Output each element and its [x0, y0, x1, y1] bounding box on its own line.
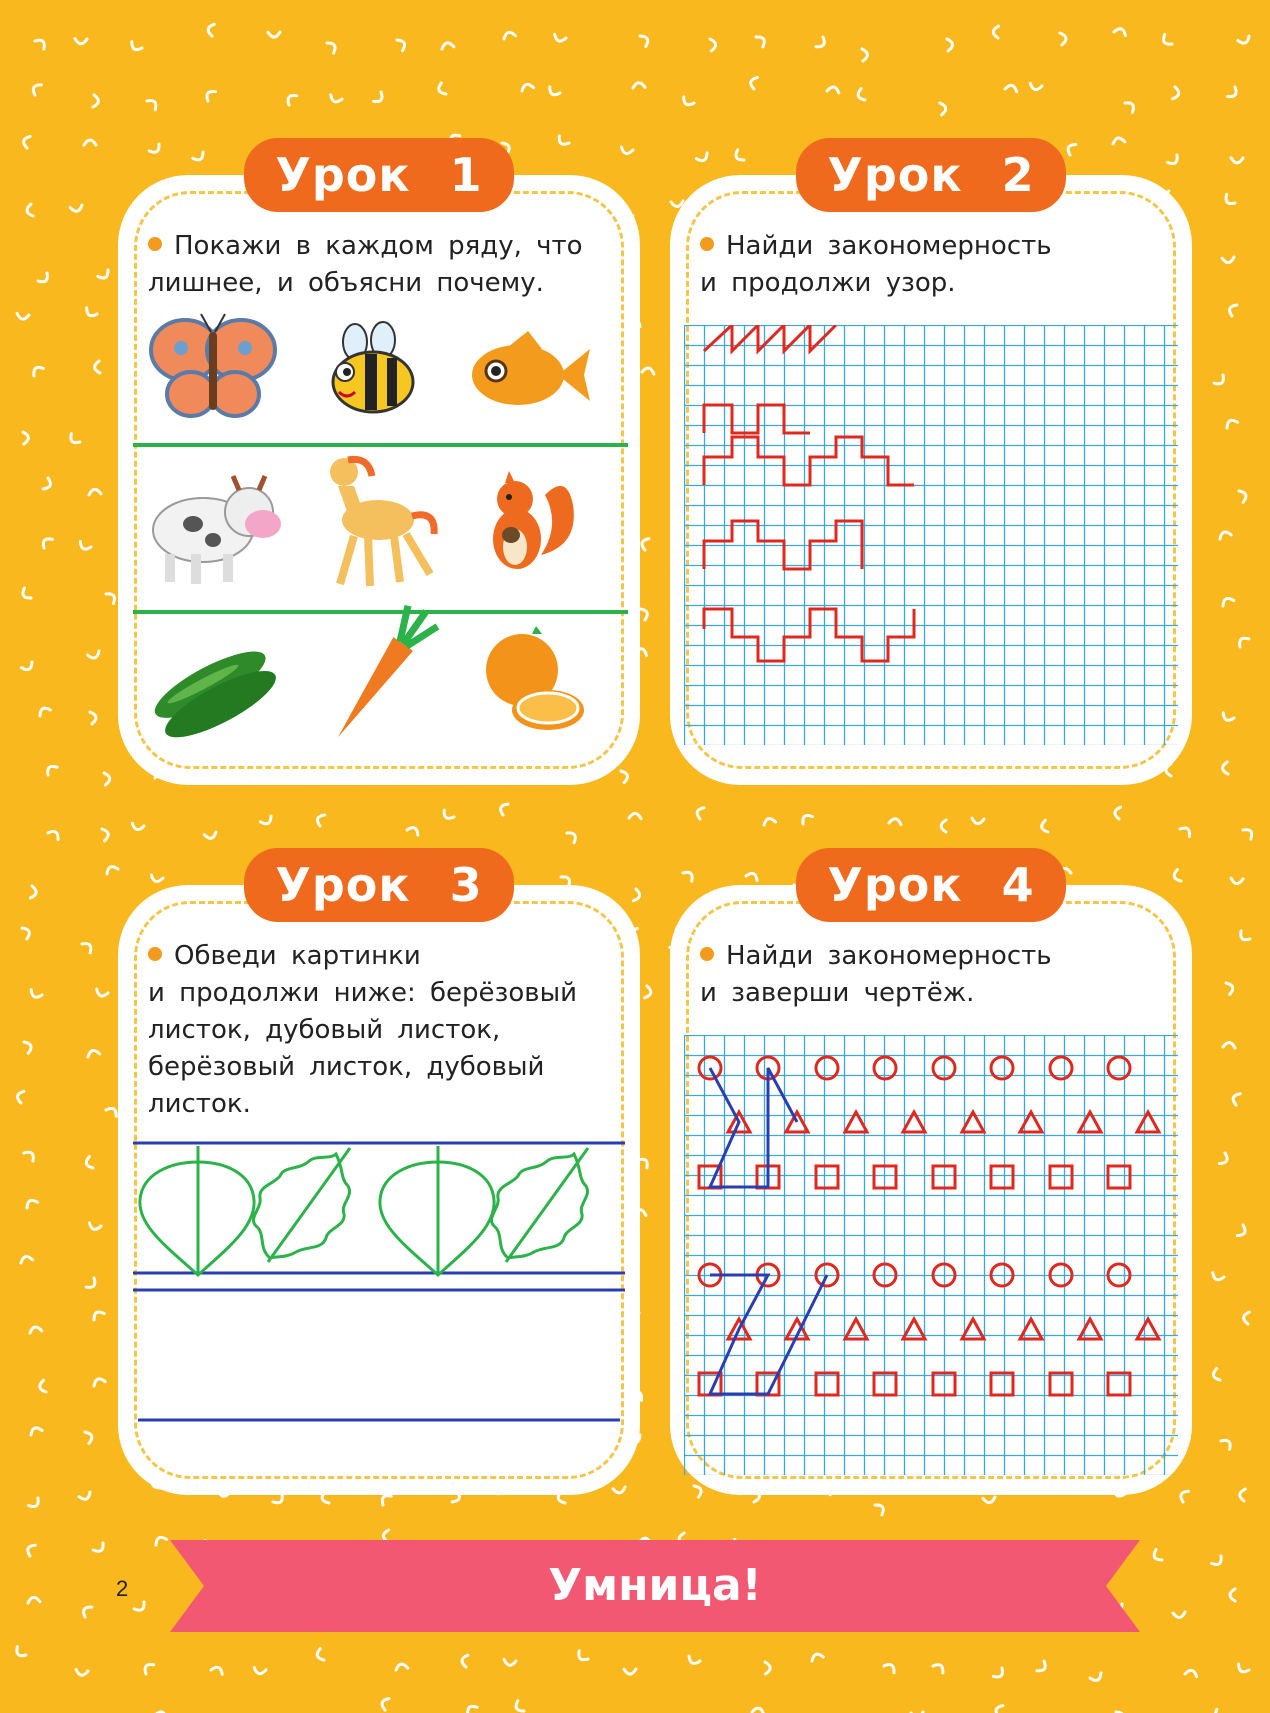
- squiggle: [993, 1668, 1005, 1680]
- squiggle: [763, 817, 776, 825]
- squiggle: [940, 102, 946, 115]
- squiggle: [106, 591, 117, 604]
- squiggle: [556, 136, 569, 147]
- squiggle: [1037, 1661, 1048, 1674]
- squiggle: [645, 986, 652, 999]
- squiggle: [889, 818, 902, 824]
- squiggle: [1212, 1368, 1220, 1381]
- squiggle: [1040, 820, 1048, 833]
- lesson-4-drawing-grid: [684, 1035, 1178, 1475]
- squiggle: [733, 150, 744, 163]
- task-line: берёзовый листок, дубовый: [148, 1052, 545, 1082]
- squiggle: [1090, 1673, 1103, 1683]
- squiggle: [710, 38, 716, 50]
- squiggle: [31, 365, 43, 376]
- oak-leaf-icon: [492, 1148, 588, 1262]
- squiggle: [84, 308, 97, 318]
- squiggle: [1238, 931, 1250, 943]
- square-shape: [991, 1166, 1013, 1188]
- squiggle: [285, 93, 297, 105]
- squiggle: [14, 1647, 26, 1659]
- squiggle: [106, 1106, 119, 1117]
- squiggle: [437, 83, 446, 96]
- birch-leaf-icon: [380, 1146, 494, 1275]
- squiggle: [104, 772, 110, 785]
- squiggle: [1221, 713, 1234, 723]
- butterfly-icon: [151, 314, 275, 416]
- squiggle: [1230, 1589, 1235, 1601]
- squiggle: [204, 89, 215, 101]
- task-line: и заверши чертёж.: [700, 978, 975, 1008]
- squiggle: [131, 823, 144, 831]
- squiggle: [45, 763, 57, 775]
- squiggle: [1005, 84, 1018, 92]
- squiggle: [39, 1380, 46, 1393]
- squiggle: [1219, 1153, 1229, 1166]
- squiggle: [947, 39, 953, 51]
- squiggle: [983, 1497, 996, 1503]
- squiggle: [465, 1703, 477, 1713]
- squiggle: [1223, 194, 1235, 206]
- squiggle: [696, 153, 709, 163]
- squiggle: [695, 806, 704, 819]
- squiggle: [87, 1049, 100, 1057]
- squiggle: [441, 810, 454, 821]
- squiggle: [994, 1704, 1003, 1713]
- squiggle: [29, 1498, 41, 1509]
- square-shape: [816, 1373, 838, 1395]
- bullet-icon: [148, 237, 162, 251]
- squiggle: [193, 152, 206, 162]
- task-line: Обведи картинки: [174, 941, 421, 971]
- bee-icon: [333, 322, 413, 412]
- squiggle: [31, 82, 42, 95]
- squiggle: [503, 31, 516, 39]
- squiggle: [683, 869, 695, 881]
- squiggle: [70, 205, 83, 212]
- squiggle: [211, 1665, 224, 1674]
- squiggle: [640, 537, 649, 550]
- squiggle: [1114, 806, 1121, 819]
- squiggle: [91, 1309, 104, 1320]
- squiggle: [86, 1278, 98, 1290]
- squiggle: [547, 87, 560, 97]
- squiggle: [1152, 1550, 1162, 1563]
- squiggle: [395, 1663, 408, 1670]
- squiggle: [1173, 870, 1181, 883]
- lesson-4-task: [700, 938, 1160, 1012]
- pattern-line: [704, 437, 914, 485]
- squiggle: [26, 1543, 36, 1556]
- squiggle: [16, 1090, 24, 1103]
- squiggle: [1173, 1612, 1185, 1618]
- squiggle: [1218, 530, 1231, 539]
- square-shape: [1108, 1373, 1130, 1395]
- squirrel-icon: [493, 471, 574, 569]
- squiggle: [95, 989, 108, 998]
- squiggle: [1237, 1225, 1247, 1238]
- pattern-line: [704, 609, 914, 661]
- squiggle: [1243, 827, 1255, 839]
- square-shape: [816, 1166, 838, 1188]
- squiggle: [142, 1662, 154, 1674]
- squiggle: [642, 367, 655, 374]
- squiggle: [1185, 1669, 1198, 1677]
- squiggle: [78, 542, 91, 552]
- squiggle: [134, 1602, 147, 1613]
- square-shape: [1108, 1166, 1130, 1188]
- task-line: листок, дубовый листок,: [148, 1015, 501, 1045]
- bullet-icon: [148, 947, 162, 961]
- squiggle: [765, 1662, 770, 1674]
- squiggle: [38, 706, 51, 716]
- squiggle: [261, 816, 274, 826]
- lesson-3-task: [148, 938, 618, 1123]
- squiggle: [629, 813, 641, 819]
- birch-leaf-icon: [140, 1146, 254, 1275]
- squiggle: [752, 1707, 765, 1713]
- square-shape: [1050, 1166, 1072, 1188]
- horse-icon: [330, 458, 434, 586]
- squiggle: [90, 711, 97, 724]
- squiggle: [1221, 596, 1234, 606]
- squiggle: [1239, 489, 1248, 502]
- squiggle: [88, 489, 100, 495]
- squiggle: [29, 1426, 42, 1435]
- squiggle: [84, 140, 96, 145]
- task-line: лишнее, и объясни почему.: [148, 268, 544, 298]
- praise-text: Умница!: [548, 1560, 762, 1611]
- square-shape: [1050, 1373, 1072, 1395]
- squiggle: [329, 95, 342, 104]
- lesson-2-title: Урок 2: [796, 138, 1066, 212]
- squiggle: [105, 865, 118, 874]
- squiggle: [856, 89, 865, 102]
- squiggle: [1173, 87, 1180, 100]
- squiggle: [681, 97, 694, 107]
- squiggle: [29, 1326, 42, 1333]
- squiggle: [1213, 1709, 1224, 1713]
- squiggle: [93, 1543, 106, 1554]
- carrot-icon: [323, 601, 441, 748]
- squiggle: [1222, 257, 1234, 263]
- squiggle: [694, 1484, 703, 1497]
- squiggle: [22, 135, 30, 148]
- squiggle: [43, 478, 52, 491]
- squiggle: [129, 42, 142, 53]
- task-line: и продолжи узор.: [700, 268, 956, 298]
- lesson-1-task: [148, 228, 608, 302]
- squiggle: [82, 941, 94, 953]
- squiggle: [1225, 418, 1238, 428]
- squiggle: [1223, 1042, 1235, 1048]
- squiggle: [88, 1223, 101, 1231]
- task-line: Найди закономерность: [726, 941, 1052, 971]
- squiggle: [268, 32, 280, 37]
- squiggle: [633, 889, 641, 902]
- squiggle: [1060, 32, 1067, 45]
- bullet-icon: [700, 947, 714, 961]
- squiggle: [498, 802, 508, 815]
- squiggle: [749, 76, 757, 89]
- squiggle: [26, 204, 33, 217]
- squiggle: [88, 651, 101, 660]
- squiggle: [503, 1660, 516, 1666]
- squiggle: [1125, 100, 1136, 113]
- lesson-4-title: Урок 4: [796, 848, 1066, 922]
- squiggle: [756, 34, 767, 47]
- squiggle: [875, 1502, 886, 1515]
- squiggle: [147, 98, 159, 110]
- fish-icon: [472, 331, 590, 405]
- squiggle: [1066, 142, 1076, 155]
- squiggle: [154, 1535, 167, 1545]
- lesson-3-leaf-tracing[interactable]: [118, 1130, 640, 1430]
- squiggle: [29, 990, 42, 1000]
- squiggle: [1211, 1273, 1224, 1282]
- task-line: Найди закономерность: [726, 231, 1052, 261]
- cow-icon: [153, 476, 281, 584]
- squiggle: [38, 273, 50, 285]
- squiggle: [48, 829, 61, 840]
- squiggle: [1179, 1489, 1189, 1502]
- squiggle: [576, 1651, 588, 1663]
- squiggle: [862, 49, 868, 61]
- squiggle: [461, 1654, 468, 1667]
- squiggle: [941, 820, 946, 832]
- squiggle: [68, 434, 80, 446]
- squiggle: [1221, 1437, 1233, 1449]
- squiggle: [800, 813, 813, 824]
- squiggle: [23, 432, 29, 444]
- squiggle: [933, 1662, 946, 1673]
- squiggle: [514, 1701, 524, 1713]
- squiggle: [1231, 878, 1243, 884]
- squiggle: [1231, 158, 1243, 163]
- squiggle: [553, 34, 566, 42]
- squiggle: [1212, 1556, 1225, 1567]
- squiggle: [972, 818, 984, 824]
- squiggle: [687, 1656, 700, 1665]
- squiggle: [1239, 1488, 1245, 1501]
- cucumber-icon: [147, 640, 284, 749]
- squiggle: [816, 37, 827, 50]
- squiggle: [1226, 981, 1234, 994]
- squiggle: [149, 144, 162, 155]
- squiggle: [20, 1255, 33, 1263]
- squiggle: [75, 1670, 88, 1676]
- traced-path: [710, 1275, 827, 1394]
- squiggle: [253, 1668, 266, 1675]
- squiggle: [94, 361, 100, 373]
- squiggle: [1168, 155, 1180, 166]
- squiggle: [273, 1494, 285, 1506]
- squiggle: [16, 313, 29, 320]
- squiggle: [24, 1040, 33, 1053]
- lesson-2-task: [700, 228, 1160, 302]
- squiggle: [1112, 137, 1125, 144]
- squiggle: [93, 95, 99, 107]
- squiggle: [633, 82, 645, 88]
- lesson-1-pictures: [118, 300, 640, 760]
- squiggle: [30, 886, 37, 899]
- squiggle: [620, 147, 633, 155]
- squiggle: [380, 1697, 389, 1710]
- squiggle: [327, 40, 338, 53]
- squiggle: [35, 37, 47, 49]
- task-line: Покажи в каждом ряду, что: [174, 231, 583, 261]
- squiggle: [441, 42, 454, 49]
- squiggle: [640, 607, 649, 620]
- orange-icon: [486, 626, 584, 730]
- squiggle: [20, 588, 31, 601]
- pattern-line: [704, 405, 810, 433]
- squiggle: [1029, 83, 1042, 91]
- squiggle: [1231, 1092, 1240, 1105]
- squiggle: [1227, 303, 1236, 316]
- squiggle: [1238, 36, 1251, 45]
- squiggle: [640, 34, 650, 47]
- squiggle: [621, 770, 629, 783]
- squiggle: [315, 813, 324, 826]
- squiggle: [85, 1430, 94, 1443]
- squiggle: [397, 38, 407, 51]
- squiggle: [613, 1487, 626, 1494]
- squiggle: [85, 1157, 93, 1170]
- squiggle: [1228, 87, 1239, 100]
- task-line: и продолжи ниже: берёзовый: [148, 978, 578, 1008]
- squiggle: [98, 270, 111, 281]
- lesson-3-title: Урок 3: [244, 848, 514, 922]
- squiggle: [75, 39, 87, 44]
- squiggle: [567, 830, 578, 843]
- squiggle: [22, 926, 31, 939]
- squiggle: [1161, 34, 1172, 47]
- squiggle: [746, 871, 759, 880]
- squiggle: [79, 1492, 92, 1501]
- squiggle: [81, 1604, 92, 1617]
- squiggle: [207, 23, 214, 36]
- squiggle: [102, 828, 109, 841]
- squiggle: [150, 875, 163, 883]
- squiggle: [373, 92, 384, 104]
- squiggle: [25, 1198, 38, 1208]
- squiggle: [521, 83, 534, 91]
- squiggle: [407, 825, 420, 835]
- oak-leaf-icon: [254, 1148, 350, 1262]
- squiggle: [827, 86, 840, 93]
- pattern-line: [704, 325, 836, 351]
- squiggle: [1180, 825, 1192, 836]
- page-number: 2: [116, 1576, 129, 1601]
- task-line: листок.: [148, 1089, 251, 1119]
- squiggle: [884, 1662, 897, 1673]
- squiggle: [1236, 1664, 1249, 1674]
- bullet-icon: [700, 237, 714, 251]
- squiggle: [316, 1649, 324, 1662]
- squiggle: [24, 1149, 36, 1161]
- squiggle: [624, 1669, 636, 1674]
- squiggle: [1222, 762, 1228, 774]
- squiggle: [993, 26, 999, 38]
- squiggle: [92, 1377, 105, 1386]
- squiggle: [1114, 27, 1127, 35]
- squiggle: [204, 832, 217, 840]
- squiggle: [40, 536, 52, 548]
- square-shape: [991, 1373, 1013, 1395]
- lesson-2-pattern-grid: [684, 325, 1178, 745]
- lesson-1-title: Урок 1: [244, 138, 514, 212]
- squiggle: [21, 662, 34, 672]
- squiggle: [1214, 375, 1226, 387]
- squiggle: [810, 1652, 823, 1661]
- squiggle: [27, 1597, 39, 1603]
- squiggle: [1243, 1312, 1249, 1324]
- squiggle: [1237, 635, 1249, 647]
